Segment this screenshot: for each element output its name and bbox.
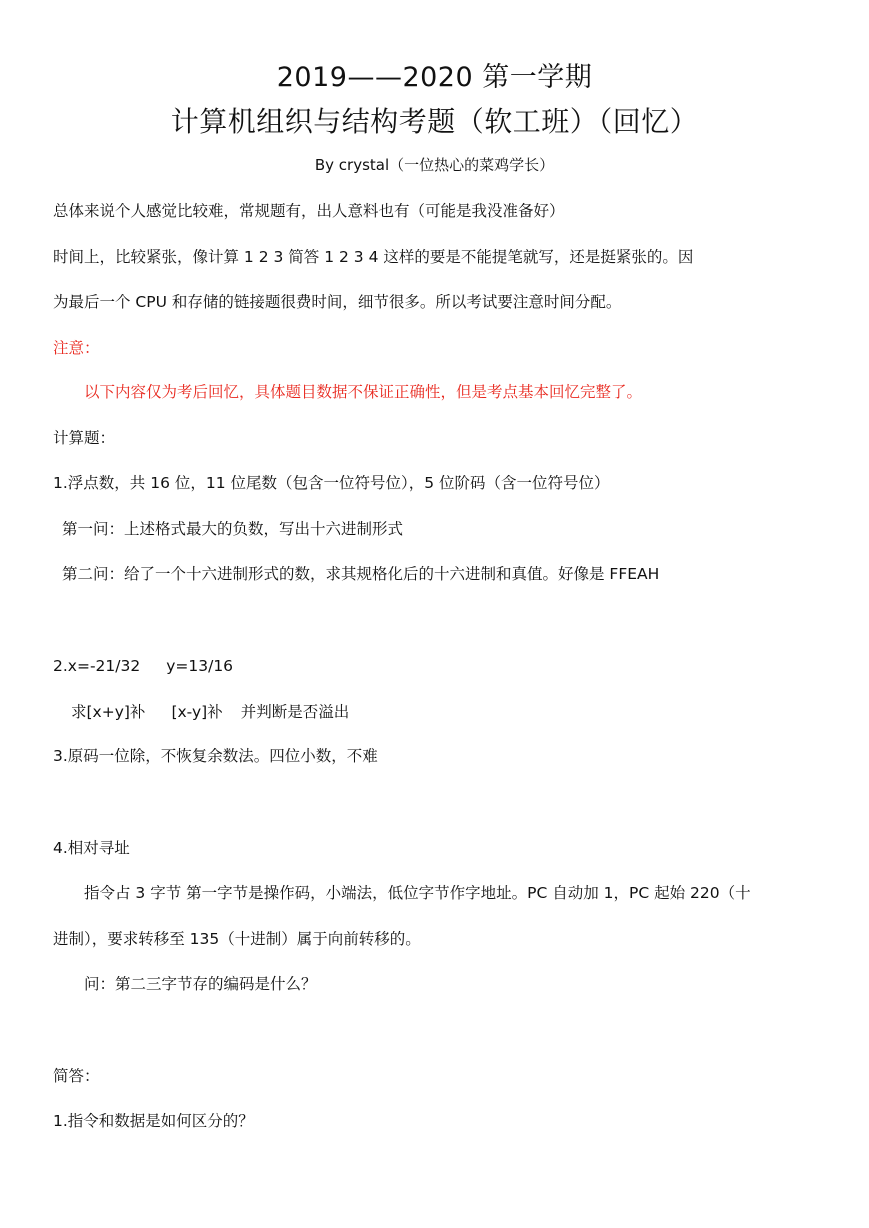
page-title-exam: 计算机组织与结构考题（软工班）（回忆） [170,105,699,138]
calc-question-4: 4.相对寻址 [53,839,130,857]
calc-question-1-part-2: 第二问：给了一个十六进制形式的数，求其规格化后的十六进制和真值。好像是 FFEAH [62,565,660,583]
note-label: 注意： [53,339,100,357]
page-title-term: 2019——2020 第一学期 [276,62,593,93]
author-byline: By crystal（一位热心的菜鸡学长） [314,156,555,174]
short-answer-question-1: 1.指令和数据是如何区分的？ [53,1112,254,1130]
calc-question-2-diff: [x-y]补 [171,703,223,721]
calc-question-2 [53,655,233,677]
calc-question-4-line-1: 指令占 3 字节 第一字节是操作码，小端法，低位字节作字地址。PC 自动加 1，PC 起始 220（十 [84,884,751,902]
calc-question-4-question: 问：第二三字节存的编码是什么？ [84,975,317,993]
calc-question-2-task [71,701,349,723]
calc-question-4-line-2: 进制），要求转移至 135（十进制）属于向前转移的。 [53,930,421,948]
section-heading-short-answer: 简答： [53,1067,100,1085]
calc-question-2-overflow: 并判断是否溢出 [240,703,350,721]
section-heading-calculation: 计算题： [53,429,116,447]
calc-question-2-y: y=13/16 [166,657,234,675]
intro-paragraph-line-3: 为最后一个 CPU 和存储的链接题很费时间，细节很多。所以考试要注意时间分配。 [53,293,622,311]
note-text: 以下内容仅为考后回忆，具体题目数据不保证正确性，但是考点基本回忆完整了。 [84,383,643,401]
intro-paragraph-line-1: 总体来说个人感觉比较难，常规题有，出人意料也有（可能是我没准备好） [53,202,565,220]
calc-question-1: 1.浮点数，共 16 位，11 位尾数（包含一位符号位），5 位阶码（含一位符号位） [53,474,610,492]
calc-question-3: 3.原码一位除，不恢复余数法。四位小数，不难 [53,747,378,765]
intro-paragraph-line-2: 时间上，比较紧张，像计算 1 2 3 简答 1 2 3 4 这样的要是不能提笔就写，还是挺紧张的。因 [53,248,694,266]
calc-question-1-part-1: 第一问：上述格式最大的负数，写出十六进制形式 [62,520,404,538]
calc-question-2-sum: 求[x+y]补 [71,703,146,721]
calc-question-2-x: 2.x=-21/32 [53,657,141,675]
